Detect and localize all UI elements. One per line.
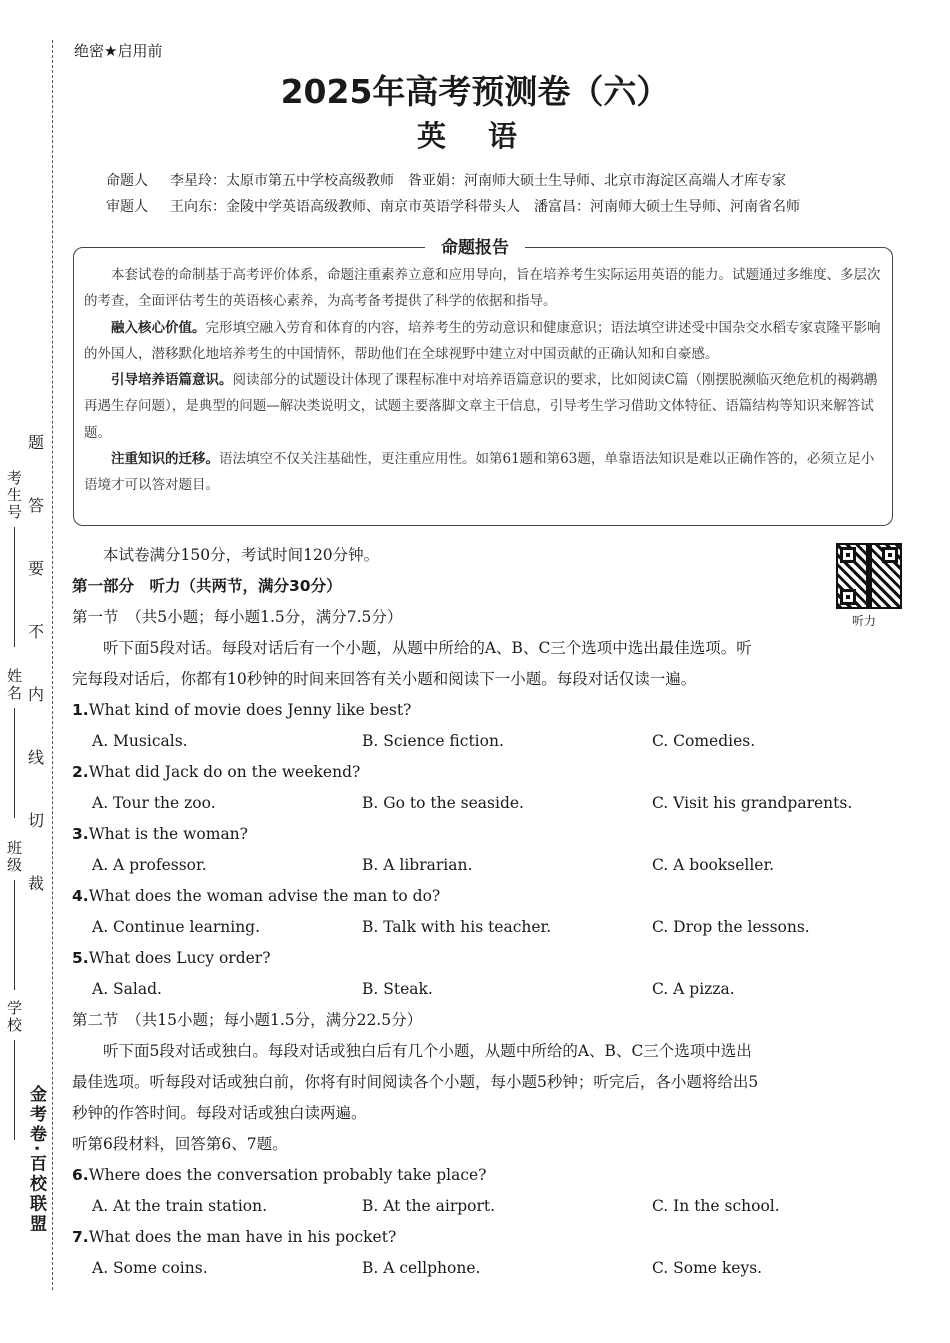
- option-a[interactable]: A. Continue learning.: [92, 918, 261, 936]
- cut-char: 切: [28, 811, 45, 830]
- question: [72, 1222, 902, 1253]
- class-field: [4, 840, 25, 990]
- section-heading: 第一节 （共5小题；每小题1.5分，满分7.5分）: [72, 608, 403, 626]
- question: [72, 943, 902, 974]
- report-text: 语法填空不仅关注基础性，更注重应用性。如第61题和第63题，单靠语法知识是难以正确作答的，必须立足小语境才可以答对题目。: [84, 451, 875, 494]
- question-text: What kind of movie does Jenny like best?: [88, 701, 412, 719]
- exam-no-field: [4, 470, 25, 647]
- question: [72, 819, 902, 850]
- reviewer-line: [106, 196, 800, 216]
- section-instructions: 完每段对话后，你都有10秒钟的时间来回答有关小题和阅读下一小题。每段对话仅读一遍。: [72, 670, 697, 688]
- exam-no-label: 考生号: [5, 470, 23, 521]
- question-number: 7.: [72, 1228, 89, 1246]
- question-options: [72, 788, 902, 819]
- material-heading: 听第6段材料，回答第6、7题。: [72, 1135, 288, 1153]
- page-title: 2025年高考预测卷（六）: [280, 72, 670, 111]
- option-b[interactable]: B. Science fiction.: [362, 732, 504, 750]
- option-c[interactable]: C. Visit his grandparents.: [652, 794, 853, 812]
- exam-intro: 本试卷满分150分，考试时间120分钟。: [103, 546, 380, 564]
- question: [72, 881, 902, 912]
- option-b[interactable]: B. A librarian.: [362, 856, 473, 874]
- question-text: Where does the conversation probably take place?: [88, 1166, 487, 1184]
- cut-char: 裁: [28, 874, 45, 893]
- do-not-answer-inside-line: [28, 430, 44, 934]
- question-text: What does the man have in his pocket?: [88, 1228, 397, 1246]
- reviewer-names: 王向东：金陵中学英语高级教师、南京市英语学科带头人 潘富昌：河南师大硕士生导师、河南省名师: [170, 199, 800, 215]
- question-number: 5.: [72, 949, 89, 967]
- report-keyword: 融入核心价值。: [111, 319, 206, 336]
- qr-label: 听力: [852, 614, 877, 628]
- option-c[interactable]: C. A bookseller.: [652, 856, 775, 874]
- school-field: [4, 1000, 25, 1140]
- option-c[interactable]: C. Some keys.: [652, 1259, 763, 1277]
- cut-char: 内: [28, 685, 45, 704]
- section-instructions: 秒钟的作答时间。每段对话或独白读两遍。: [72, 1104, 367, 1122]
- binding-cut-line: [52, 40, 53, 1290]
- exam-no-underline: [14, 527, 15, 647]
- report-title-text: 命题报告: [425, 238, 525, 258]
- question-text: What is the woman?: [88, 825, 248, 843]
- question-text: What does Lucy order?: [88, 949, 271, 967]
- school-underline: [14, 1040, 15, 1140]
- report-title: [0, 233, 950, 258]
- question-number: 6.: [72, 1166, 89, 1184]
- proposer-names: 李星玲：太原市第五中学校高级教师 昝亚娟：河南师大硕士生导师、北京市海淀区高端人才库专家: [170, 173, 786, 189]
- option-c[interactable]: C. In the school.: [652, 1197, 780, 1215]
- question-options: [72, 850, 902, 881]
- section-heading: 第二节 （共15小题；每小题1.5分，满分22.5分）: [72, 1011, 423, 1029]
- option-c[interactable]: C. Comedies.: [652, 732, 756, 750]
- report-text: 阅读部分的试题设计体现了课程标准中对培养语篇意识的要求，比如阅读C篇（刚摆脱濒临灭绝危机的褐鹈鹕再遇生存问题），是典型的问题—解决类说明文，试题主要落脚文章主干信息，引导考生学习借助文体特征、语篇结构等知识来解答试题。: [84, 372, 878, 441]
- question-text: What does the woman advise the man to do?: [88, 887, 441, 905]
- section-instructions: 最佳选项。听每段对话或独白前，你将有时间阅读各个小题，每小题5秒钟；听完后，各小题将给出5: [72, 1073, 759, 1091]
- name-underline: [14, 708, 15, 818]
- report-intro: 本套试卷的命制基于高考评价体系，命题注重素养立意和应用导向，旨在培养考生实际运用英语的能力。试题通过多维度、多层次的考查，全面评估考生的英语核心素养，为高考备考提供了科学的依据和指导。: [84, 267, 881, 310]
- option-b[interactable]: B. Steak.: [362, 980, 433, 998]
- option-a[interactable]: A. Tour the zoo.: [92, 794, 216, 812]
- school-label: 学校: [5, 1000, 23, 1034]
- class-underline: [14, 880, 15, 990]
- report-paragraph: [84, 446, 884, 499]
- option-a[interactable]: A. At the train station.: [92, 1197, 268, 1215]
- cut-char: 线: [28, 748, 45, 767]
- option-a[interactable]: A. Some coins.: [92, 1259, 208, 1277]
- part-heading: 第一部分 听力（共两节，满分30分）: [72, 577, 342, 595]
- cut-char: 题: [28, 433, 45, 452]
- report-paragraph: [84, 315, 884, 368]
- name-field: [4, 668, 25, 818]
- question-options: [72, 726, 902, 757]
- question: [72, 695, 902, 726]
- question-number: 1.: [72, 701, 89, 719]
- report-text: 完形填空融入劳育和体育的内容，培养考生的劳动意识和健康意识；语法填空讲述受中国杂交水稻专家袁隆平影响的外国人，潜移默化地培养考生的中国情怀，帮助他们在全球视野中建立对中国贡献的正确认知和自豪感。: [84, 319, 881, 362]
- class-label: 班级: [5, 840, 23, 874]
- option-c[interactable]: C. Drop the lessons.: [652, 918, 810, 936]
- report-paragraph: [84, 367, 884, 446]
- report-body: [84, 262, 884, 499]
- question-options: [72, 974, 902, 1005]
- option-b[interactable]: B. A cellphone.: [362, 1259, 481, 1277]
- proposer-role: 命题人: [106, 173, 148, 189]
- section-instructions: 听下面5段对话或独白。每段对话或独白后有几个小题，从题中所给的A、B、C三个选项中选出: [103, 1042, 752, 1060]
- option-a[interactable]: A. A professor.: [92, 856, 207, 874]
- section-instructions: 听下面5段对话。每段对话后有一个小题，从题中所给的A、B、C三个选项中选出最佳选项。听: [103, 639, 752, 657]
- report-keyword: 注重知识的迁移。: [111, 451, 219, 468]
- name-label: 姓名: [5, 668, 23, 702]
- option-b[interactable]: B. At the airport.: [362, 1197, 496, 1215]
- cut-char: 不: [28, 622, 45, 641]
- proposer-line: [106, 170, 786, 190]
- question-number: 3.: [72, 825, 89, 843]
- question-options: [72, 1253, 902, 1284]
- question-options: [72, 912, 902, 943]
- confidential-label: 绝密★启用前: [74, 42, 163, 60]
- exam-content: [72, 540, 902, 1284]
- question-options: [72, 1191, 902, 1222]
- reviewer-role: 审题人: [106, 199, 148, 215]
- brand-label: 金考卷·百校联盟: [26, 1085, 46, 1235]
- question-number: 4.: [72, 887, 89, 905]
- option-a[interactable]: A. Salad.: [92, 980, 162, 998]
- question: [72, 757, 902, 788]
- option-b[interactable]: B. Go to the seaside.: [362, 794, 524, 812]
- report-keyword: 引导培养语篇意识。: [111, 372, 233, 389]
- question: [72, 1160, 902, 1191]
- question-text: What did Jack do on the weekend?: [88, 763, 361, 781]
- cut-char: 要: [28, 559, 45, 578]
- question-number: 2.: [72, 763, 89, 781]
- option-a[interactable]: A. Musicals.: [92, 732, 188, 750]
- cut-char: 答: [28, 496, 45, 515]
- subject-title: 英 语: [416, 119, 534, 153]
- option-c[interactable]: C. A pizza.: [652, 980, 735, 998]
- option-b[interactable]: B. Talk with his teacher.: [362, 918, 552, 936]
